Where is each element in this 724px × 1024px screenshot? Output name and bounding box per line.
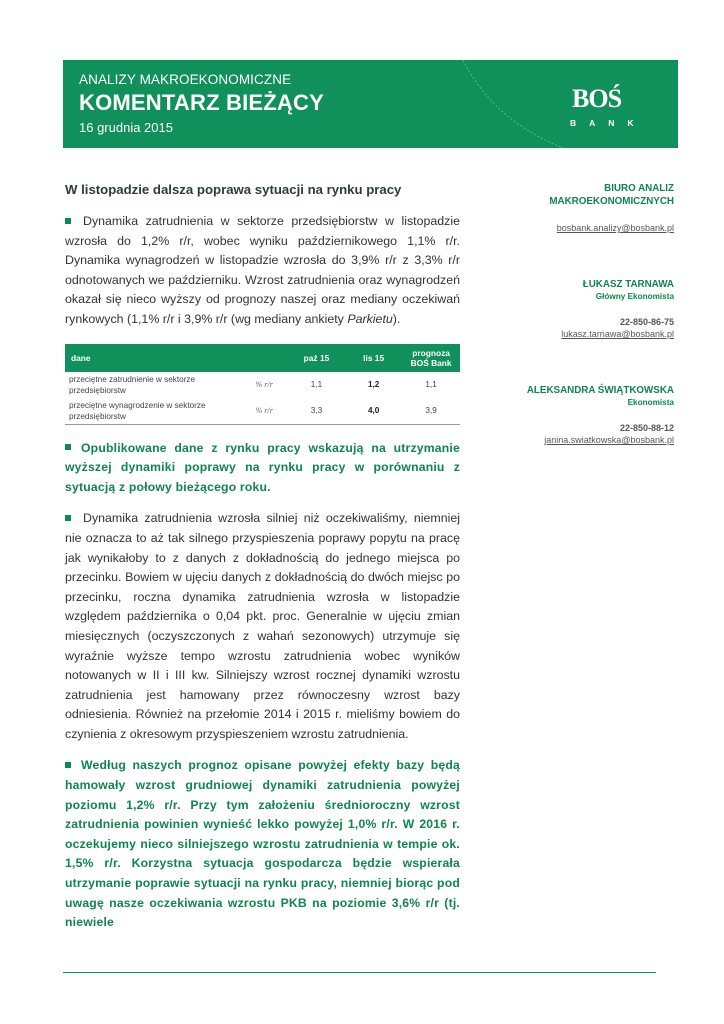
contact-name: ŁUKASZ TARNAWA [582,279,674,290]
main-column [65,180,460,945]
row-value: 1,1 [425,380,437,390]
row-unit: % r/r [255,380,273,390]
row-value: 3,3 [288,398,345,425]
paragraph-4 [65,756,460,932]
p1-text-a: Dynamika zatrudnienia w sektorze przedsiębiorstw w listopadzie wzrosła do 1,2% r/r, wobec wyniku październikowego 1,1% r/r. Dynamika wynagrodzeń w listopadzie wzrosła do 3,9% r/r z 3,3% r/r odnotowanych we październiku. Wzrost zatrudnienia oraz wynagrodzeń okazał się nieco wyższy od prognozy naszej oraz mediany oczekiwań rynkowych (1,1% r/r i 3,9% r/r (wg mediany ankiety [65,214,460,326]
footer-divider [63,972,656,973]
article-heading: W listopadzie dalsza poprawa sytuacji na rynku pracy [65,182,402,197]
table-header: paź 15 [288,344,345,372]
data-table [65,344,460,425]
report-header [63,60,678,148]
table-header: prognoza BOŚ Bank [402,344,460,372]
logo-bank: BANK [570,118,647,128]
table-row [65,398,460,425]
dept-name-line1: BIURO ANALIZ [604,183,674,194]
paragraph-3 [65,509,460,744]
p3-text: Dynamika zatrudnienia wzrosła silniej niż oczekiwaliśmy, niemniej nie oznacza to aż tak silnego przyspieszenia poprawy popytu na pracę jak wynikałoby to z danych z dokładnością do jednego miejsca po przecinku. Bowiem w ujęciu danych z dokładnością do dwóch miejsc po przecinku, roczna dynamika zatrudnienia wzrosła w listopadzie względem października o 0,04 pkt. proc. Generalnie w ujęciu zmian miesięcznych (oczyszczonych z wahań sezonowych) utrzymuje się wyraźnie wyższe tempo wzrostu zatrudnienia wobec wyników notowanych w II i III kw. Silniejszy wzrost rocznej dynamiki wzrostu zatrudnienia jest hamowany przez równoczesny wzrost bazy odniesienia. Również na przełomie 2014 i 2015 r. mieliśmy bowiem do czynienia z okresowym przyspieszeniem wzrostu zatrudnienia. [65,511,460,741]
row-label: przeciętne zatrudnienie w sektorze przedsiębiorstw [69,374,196,395]
p1-text-b: ). [392,311,401,326]
contact-name: ALEKSANDRA ŚWIĄTKOWSKA [526,385,674,396]
p4-text: Według naszych prognoz opisane powyżej efekty bazy będą hamowały wzrost grudniowej dynamiki zatrudnienia powyżej poziomu 1,2% r/r. Przy tym założeniu średnioroczny wzrost zatrudnienia powinien wynieść lekko powyżej 1,0% r/r. W 2016 r. oczekujemy nieco silniejszego wzrostu zatrudnienia w tempie ok. 1,5% r/r. Korzystna sytuacja gospodarcza będzie wspierała utrzymanie poprawie sytuacji na rynku pracy, niemniej biorąc pod uwagę nasze oczekiwania wzrostu PKB na poziomie 3,6% r/r (tj. niewiele [65,758,460,930]
dept-email-link[interactable]: bosbank.analizy@bosbank.pl [556,223,674,233]
contact-email-link[interactable]: janina.swiatkowska@bosbank.pl [544,435,674,445]
contact-phone: 22-850-86-75 [619,317,674,327]
table-header: lis 15 [345,344,402,372]
sidebar-contact-1 [500,278,674,340]
row-label: przeciętne wynagrodzenie w sektorze przedsiębiorstw [65,398,241,425]
bos-bank-logo [568,84,658,134]
report-date: 16 grudnia 2015 [79,120,173,135]
report-title: KOMENTARZ BIEŻĄCY [79,90,324,115]
logo-brand: BOŚ [572,84,622,113]
bullet-icon [65,762,71,768]
sidebar-contact-2 [500,384,674,446]
table-row [65,372,460,398]
contact-phone: 22-850-88-12 [619,423,674,433]
p2-text: Opublikowane dane z rynku pracy wskazują na utrzymanie wyższej dynamiki poprawy na rynku pracy w porównaniu z sytuacją z połowy bieżącego roku. [65,440,460,494]
p1-italic: Parkietu [347,311,393,326]
contact-role: Ekonomista [627,398,674,407]
contact-role: Główny Ekonomista [595,292,674,301]
row-value: 4,0 [345,398,402,425]
bullet-icon [65,515,71,521]
paragraph-2 [65,439,460,498]
row-value: 3,9 [402,398,460,425]
dept-name-line2: MAKROEKONOMICZNYCH [549,196,674,207]
table-header-row [65,344,460,372]
bullet-icon [65,444,71,450]
report-category: ANALIZY MAKROEKONOMICZNE [79,72,292,87]
row-unit: % r/r [241,398,288,425]
contact-email-link[interactable]: lukasz.tarnawa@bosbank.pl [561,329,674,339]
row-value: 1,1 [310,380,323,390]
table-header [241,344,288,372]
paragraph-1 [65,212,460,330]
table-header: dane [65,344,241,372]
row-value: 1,2 [367,380,380,390]
sidebar-department [500,182,674,234]
bullet-icon [65,218,71,224]
